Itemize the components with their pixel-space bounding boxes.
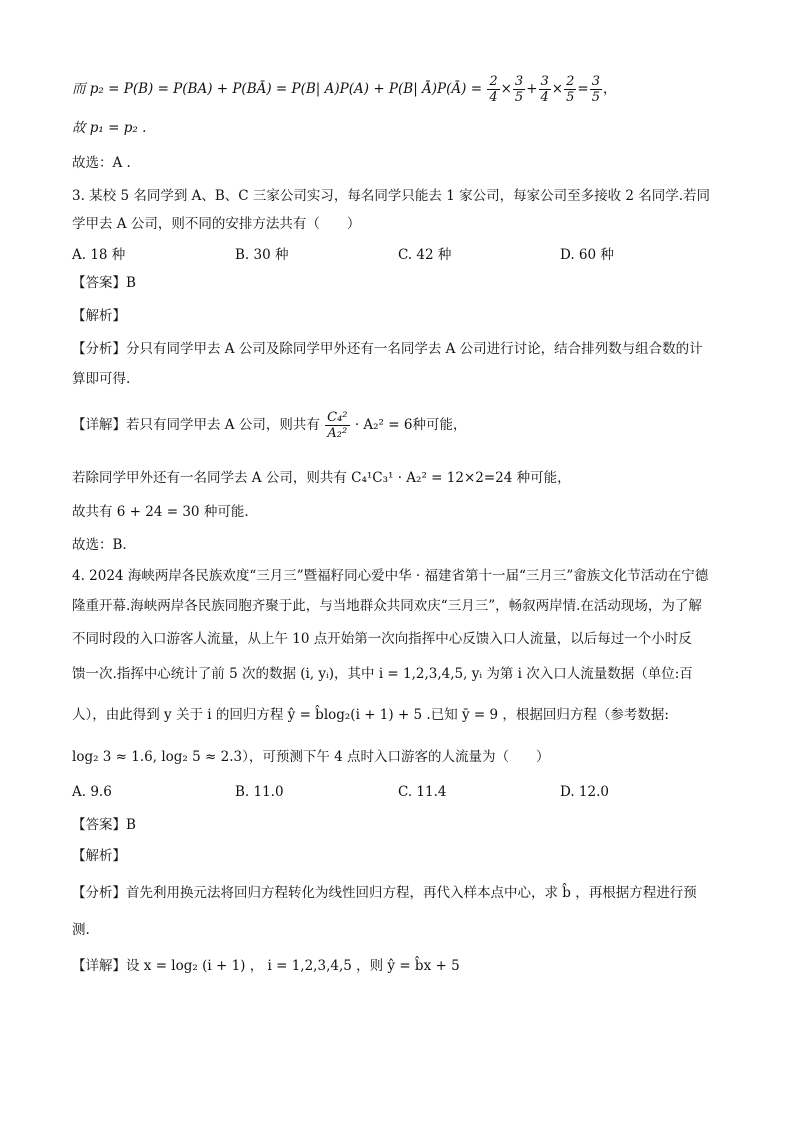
q4-option-c: C. 11.4	[398, 784, 447, 800]
q3-jiexi-heading: 【解析】	[72, 308, 126, 324]
q3-choose-line: 故选：B.	[72, 537, 127, 553]
equals-symbol: =	[577, 81, 589, 97]
q3-option-b: B. 30 种	[235, 247, 289, 263]
choose-a-line: 故选：A .	[72, 155, 131, 171]
q4-stem-line-3: 不同时段的入口游客人流量，从上午 10 点开始第一次向指挥中心反馈入口人流量，以后每过一个小时反	[72, 631, 692, 647]
q4-stem-line-1: 4. 2024 海峡两岸各民族欢度“三月三”暨福籽同心爱中华 · 福建省第十一届“三月三”畲族文化节活动在宁德	[72, 568, 709, 584]
q3-detail-line-1	[72, 410, 734, 441]
q3-detail-line-3: 故共有 6 + 24 = 30 种可能.	[72, 504, 249, 520]
q3-analysis-line-2: 算即可得.	[72, 371, 131, 387]
q3-option-c: C. 42 种	[398, 247, 452, 263]
q3-detail-1-prefix: 【详解】若只有同学甲去 A 公司，则共有	[72, 417, 320, 433]
comma: ，	[602, 81, 617, 97]
fraction-4: $\frac{2}{5}$	[566, 74, 575, 105]
q3-detail-fraction: $\frac{\text{C₄²}}{\text{A₂²}}$	[327, 410, 348, 441]
q4-analysis-line-2: 测.	[72, 922, 90, 938]
p2-equation-line	[72, 74, 734, 105]
q3-analysis-line-1: 【分析】分只有同学甲去 A 公司及除同学甲外还有一名同学去 A 公司进行讨论，结合排列数与组合数的计	[72, 341, 703, 357]
fraction-1: $\frac{2}{4}$	[489, 74, 498, 105]
q3-stem-line-1: 3. 某校 5 名同学到 A、B、C 三家公司实习，每名同学只能去 1 家公司，每家公司至多接收 2 名同学.若同	[72, 188, 711, 204]
q4-jiexi-heading: 【解析】	[72, 848, 126, 864]
q3-option-a: A. 18 种	[72, 247, 126, 263]
q4-detail-line-1: 【详解】设 x = log₂ (i + 1) ， i = 1,2,3,4,5 ，则 ŷ = b̂x + 5	[72, 958, 460, 974]
q3-detail-1-suffix: · A₂² = 6种可能，	[354, 417, 467, 433]
fraction-2: $\frac{3}{5}$	[514, 74, 524, 105]
q4-analysis-line-1: 【分析】首先利用换元法将回归方程转化为线性回归方程，再代入样本点中心，求 b̂ ，再根据方程进行预	[72, 885, 697, 901]
q4-option-b: B. 11.0	[235, 784, 284, 800]
p2-equation-text: 而 p₂ = P(B) = P(BA) + P(BĀ) = P(B| A)P(A) + P(B| Ā)P(Ā) =	[72, 81, 483, 97]
q4-option-a: A. 9.6	[72, 784, 112, 800]
plus-symbol: +	[526, 81, 538, 97]
q3-option-d: D. 60 种	[560, 247, 614, 263]
times-symbol-2: ×	[551, 81, 564, 97]
q4-answer: 【答案】B	[72, 817, 136, 833]
q4-option-d: D. 12.0	[560, 784, 609, 800]
q4-stem-line-2: 隆重开幕.海峡两岸各民族同胞齐聚于此，与当地群众共同欢庆“三月三”，畅叙两岸情.在活动现场，为了解	[72, 598, 702, 614]
q3-answer: 【答案】B	[72, 275, 136, 291]
conclusion-line: 故 p₁ = p₂ .	[72, 120, 147, 136]
q3-stem-line-2: 学甲去 A 公司，则不同的安排方法共有（ ）	[72, 216, 361, 232]
q3-detail-line-2: 若除同学甲外还有一名同学去 A 公司，则共有 C₄¹C₃¹ · A₂² = 12×2=24 种可能，	[72, 470, 571, 486]
q4-stem-line-5: 人），由此得到 y 关于 i 的回归方程 ŷ = b̂log₂(i + 1) + 5 .已知 ȳ = 9 ，根据回归方程（参考数据:	[72, 707, 669, 723]
q4-stem-line-4: 馈一次.指挥中心统计了前 5 次的数据 (i, yᵢ)，其中 i = 1,2,3,4,5, yᵢ 为第 i 次入口人流量数据（单位:百	[72, 666, 693, 682]
fraction-3: $\frac{3}{4}$	[540, 74, 549, 105]
times-symbol: ×	[500, 81, 512, 97]
fraction-5: $\frac{3}{5}$	[591, 74, 600, 105]
q4-stem-line-6: log₂ 3 ≈ 1.6, log₂ 5 ≈ 2.3），可预测下午 4 点时入口游客的人流量为（ ）	[72, 749, 550, 765]
